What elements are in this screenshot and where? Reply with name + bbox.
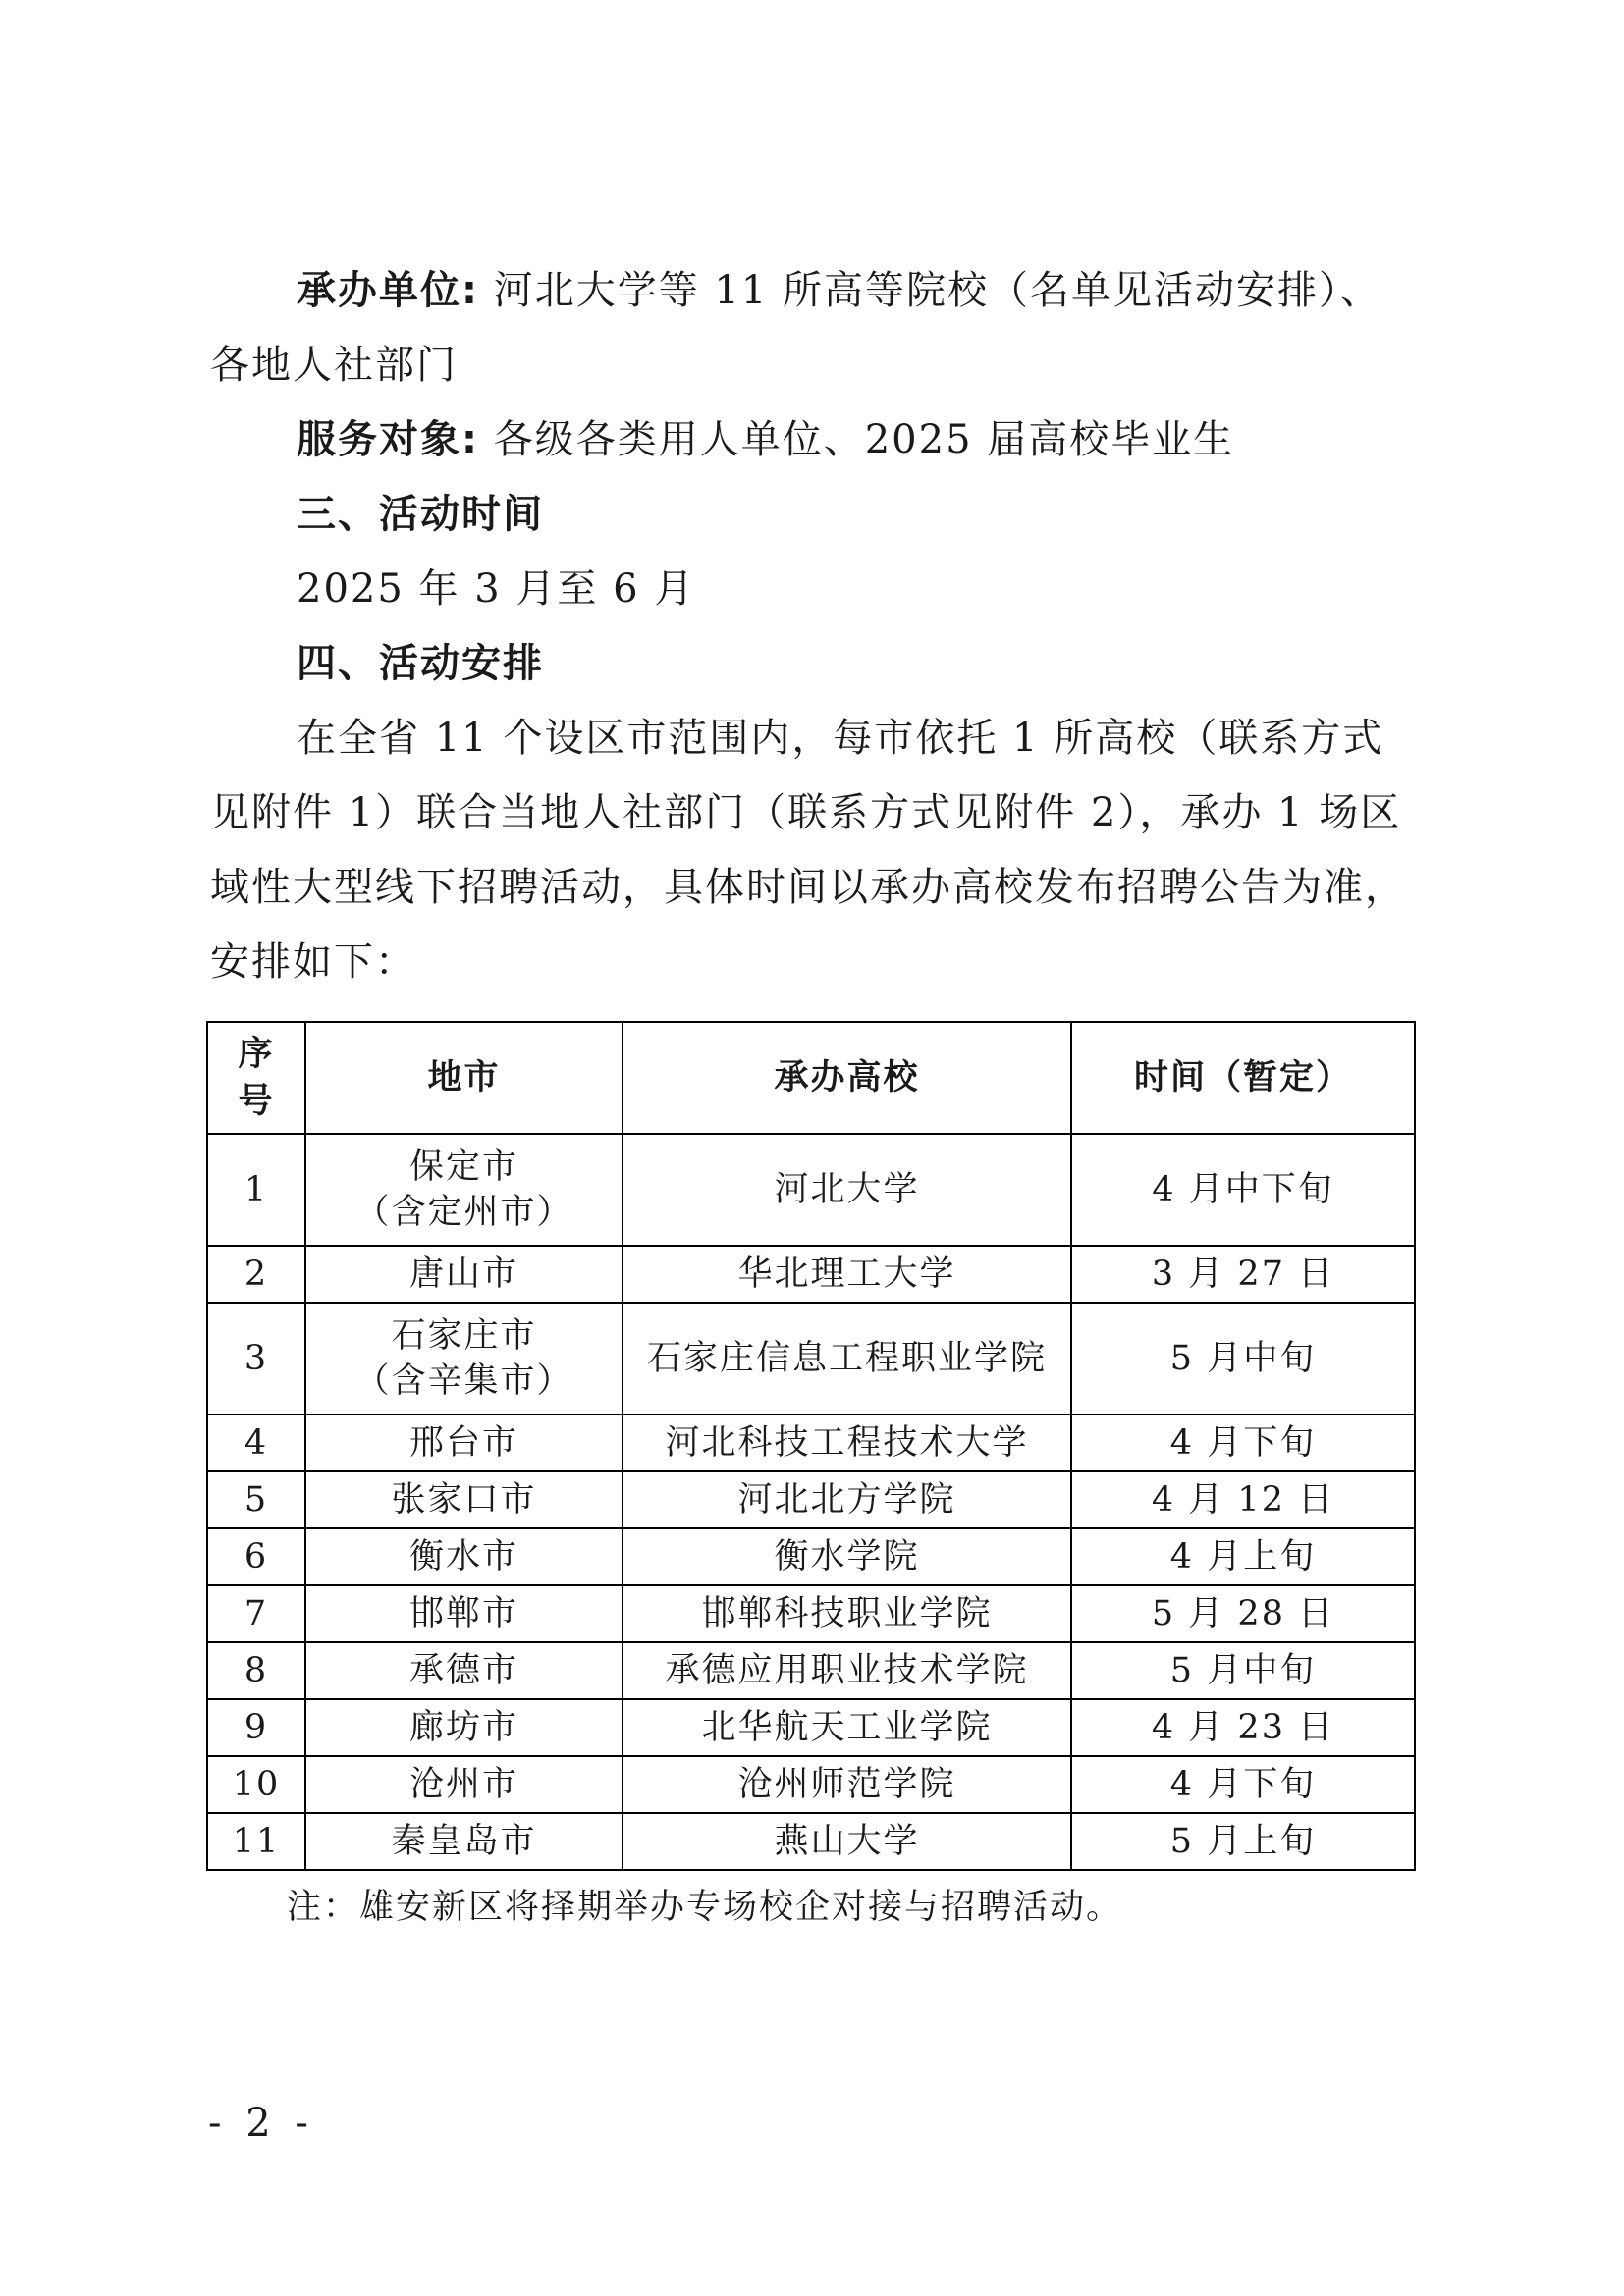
header-time: 时间（暂定） bbox=[1071, 1022, 1415, 1134]
cell-time: 5 月上旬 bbox=[1071, 1813, 1415, 1870]
cell-time: 4 月下旬 bbox=[1071, 1756, 1415, 1813]
cell-time: 5 月 28 日 bbox=[1071, 1585, 1415, 1642]
cell-index: 4 bbox=[207, 1415, 305, 1471]
header-index-text: 序号 bbox=[238, 1035, 275, 1121]
table-row bbox=[207, 1699, 1415, 1756]
header-index bbox=[207, 1022, 305, 1134]
cell-host: 石家庄信息工程职业学院 bbox=[623, 1303, 1071, 1415]
cell-city: 廊坊市 bbox=[305, 1699, 623, 1756]
table-row bbox=[207, 1756, 1415, 1813]
cell-host: 沧州师范学院 bbox=[623, 1756, 1071, 1813]
cell-host: 燕山大学 bbox=[623, 1813, 1071, 1870]
header-host: 承办高校 bbox=[623, 1022, 1071, 1134]
table-row bbox=[207, 1585, 1415, 1642]
cell-time: 5 月中旬 bbox=[1071, 1642, 1415, 1699]
cell-city: 衡水市 bbox=[305, 1528, 623, 1585]
service-text: 各级各类用人单位、2025 届高校毕业生 bbox=[493, 417, 1235, 462]
table-footnote: 注：雄安新区将择期举办专场校企对接与招聘活动。 bbox=[287, 1888, 1123, 1927]
table-row bbox=[207, 1642, 1415, 1699]
table-header-row bbox=[207, 1022, 1415, 1134]
cell-time: 4 月 12 日 bbox=[1071, 1471, 1415, 1528]
cell-time: 4 月 23 日 bbox=[1071, 1699, 1415, 1756]
table-row bbox=[207, 1134, 1415, 1246]
table-row bbox=[207, 1246, 1415, 1303]
schedule-table bbox=[206, 1021, 1416, 1871]
cell-city: 承德市 bbox=[305, 1642, 623, 1699]
table-row bbox=[207, 1813, 1415, 1870]
table-row bbox=[207, 1471, 1415, 1528]
table-row bbox=[207, 1528, 1415, 1585]
cell-index: 9 bbox=[207, 1699, 305, 1756]
cell-index: 8 bbox=[207, 1642, 305, 1699]
city-note: （含定州市） bbox=[354, 1193, 573, 1232]
cell-city bbox=[305, 1134, 623, 1246]
service-paragraph bbox=[210, 402, 1418, 477]
page-number: - 2 - bbox=[208, 2101, 314, 2146]
section3-text: 2025 年 3 月至 6 月 bbox=[297, 566, 696, 612]
cell-index: 6 bbox=[207, 1528, 305, 1585]
cell-host: 河北科技工程技术大学 bbox=[623, 1415, 1071, 1471]
cell-time: 5 月中旬 bbox=[1071, 1303, 1415, 1415]
organizer-label: 承办单位: bbox=[297, 268, 479, 313]
section3-heading: 三、活动时间 bbox=[297, 492, 544, 537]
cell-host: 承德应用职业技术学院 bbox=[623, 1642, 1071, 1699]
cell-index: 11 bbox=[207, 1813, 305, 1870]
table-row bbox=[207, 1415, 1415, 1471]
section4-heading: 四、活动安排 bbox=[297, 641, 544, 686]
cell-index: 2 bbox=[207, 1246, 305, 1303]
cell-host: 河北大学 bbox=[623, 1134, 1071, 1246]
cell-time: 3 月 27 日 bbox=[1071, 1246, 1415, 1303]
cell-city: 张家口市 bbox=[305, 1471, 623, 1528]
cell-city: 邯郸市 bbox=[305, 1585, 623, 1642]
cell-city: 沧州市 bbox=[305, 1756, 623, 1813]
cell-city: 邢台市 bbox=[305, 1415, 623, 1471]
cell-city bbox=[305, 1303, 623, 1415]
cell-city: 秦皇岛市 bbox=[305, 1813, 623, 1870]
organizer-paragraph bbox=[210, 253, 1418, 402]
cell-index: 7 bbox=[207, 1585, 305, 1642]
organizer-text: 河北大学等 11 所高等院校（名单见活动安排）、各地人社部门 bbox=[210, 268, 1382, 388]
cell-host: 华北理工大学 bbox=[623, 1246, 1071, 1303]
cell-time: 4 月上旬 bbox=[1071, 1528, 1415, 1585]
cell-city: 唐山市 bbox=[305, 1246, 623, 1303]
city-name: 保定市 bbox=[408, 1148, 518, 1187]
header-city: 地市 bbox=[305, 1022, 623, 1134]
service-label: 服务对象: bbox=[297, 417, 479, 462]
cell-host: 河北北方学院 bbox=[623, 1471, 1071, 1528]
cell-index: 3 bbox=[207, 1303, 305, 1415]
cell-time: 4 月中下旬 bbox=[1071, 1134, 1415, 1246]
cell-host: 邯郸科技职业学院 bbox=[623, 1585, 1071, 1642]
section4-text: 在全省 11 个设区市范围内，每市依托 1 所高校（联系方式见附件 1）联合当地人社部门（联系方式见附件 2），承办 1 场区域性大型线下招聘活动，具体时间以承办高校发布招聘公告为准，安排如下： bbox=[210, 716, 1406, 985]
city-name: 石家庄市 bbox=[391, 1316, 537, 1356]
city-note: （含辛集市） bbox=[354, 1362, 573, 1401]
cell-index: 10 bbox=[207, 1756, 305, 1813]
cell-index: 1 bbox=[207, 1134, 305, 1246]
cell-time: 4 月下旬 bbox=[1071, 1415, 1415, 1471]
cell-host: 衡水学院 bbox=[623, 1528, 1071, 1585]
cell-host: 北华航天工业学院 bbox=[623, 1699, 1071, 1756]
table-row bbox=[207, 1303, 1415, 1415]
cell-index: 5 bbox=[207, 1471, 305, 1528]
